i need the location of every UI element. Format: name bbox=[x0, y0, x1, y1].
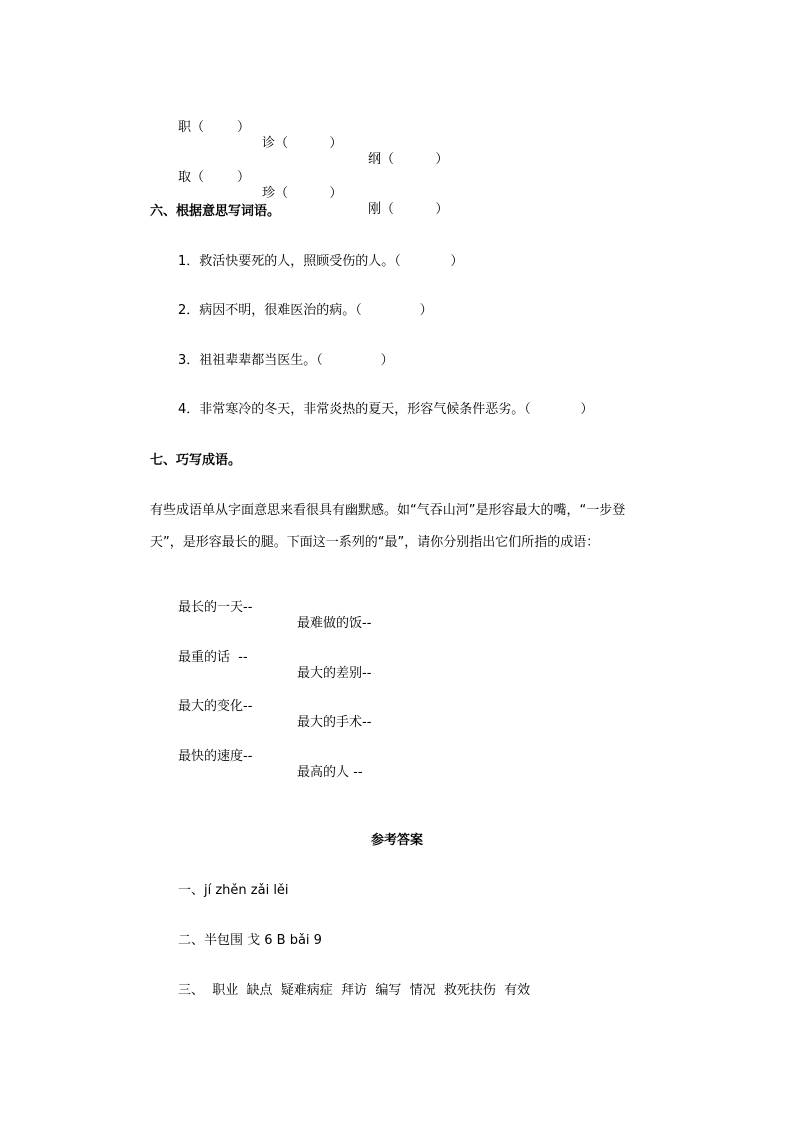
char-group: 取（ ） bbox=[178, 170, 251, 185]
idiom-prompt: 最大的变化-- bbox=[178, 699, 253, 714]
section-7-intro-line-2: 天”，是形容最长的腿。下面这一系列的“最”，请你分别指出它们所指的成语： bbox=[150, 535, 600, 550]
char-group: 刚（ ） bbox=[368, 202, 449, 217]
question-item: 4．非常寒冷的冬天，非常炎热的夏天，形容气候条件恶劣。（ ） bbox=[178, 402, 594, 417]
question-item: 3．祖祖辈辈都当医生。（ ） bbox=[178, 353, 394, 368]
idiom-prompt: 最高的人 -- bbox=[297, 765, 363, 780]
char-group: 诊（ ） bbox=[262, 136, 343, 151]
answer-line-2: 二、半包围 戈 6 B bǎi 9 bbox=[178, 933, 322, 948]
idiom-prompt: 最重的话 -- bbox=[178, 650, 248, 665]
char-group: 纲（ ） bbox=[368, 152, 449, 167]
idiom-pair-row bbox=[178, 733, 363, 797]
section-7-title: 七、巧写成语。 bbox=[150, 453, 242, 468]
idiom-prompt: 最大的差别-- bbox=[297, 666, 372, 681]
char-group: 珍（ ） bbox=[262, 186, 343, 201]
section-6-title: 六、根据意思写词语。 bbox=[150, 204, 281, 219]
answer-line-1: 一、jí zhěn zǎi lěi bbox=[178, 883, 289, 898]
idiom-prompt: 最长的一天-- bbox=[178, 600, 253, 615]
idiom-prompt: 最大的手术-- bbox=[297, 715, 372, 730]
question-item: 1．救活快要死的人，照顾受伤的人。（ ） bbox=[178, 254, 464, 269]
idiom-prompt: 最快的速度-- bbox=[178, 749, 253, 764]
answer-line-3: 三、 职业 缺点 疑难病症 拜访 编写 情况 救死扶伤 有效 bbox=[178, 983, 531, 998]
answers-title: 参考答案 bbox=[370, 833, 423, 848]
question-item: 2．病因不明，很难医治的病。（ ） bbox=[178, 303, 433, 318]
char-group: 职（ ） bbox=[178, 120, 251, 135]
idiom-prompt: 最难做的饭-- bbox=[297, 616, 372, 631]
section-7-intro-line-1: 有些成语单从字面意思来看很具有幽默感。如“气吞山河”是形容最大的嘴，“一步登 bbox=[150, 503, 626, 518]
